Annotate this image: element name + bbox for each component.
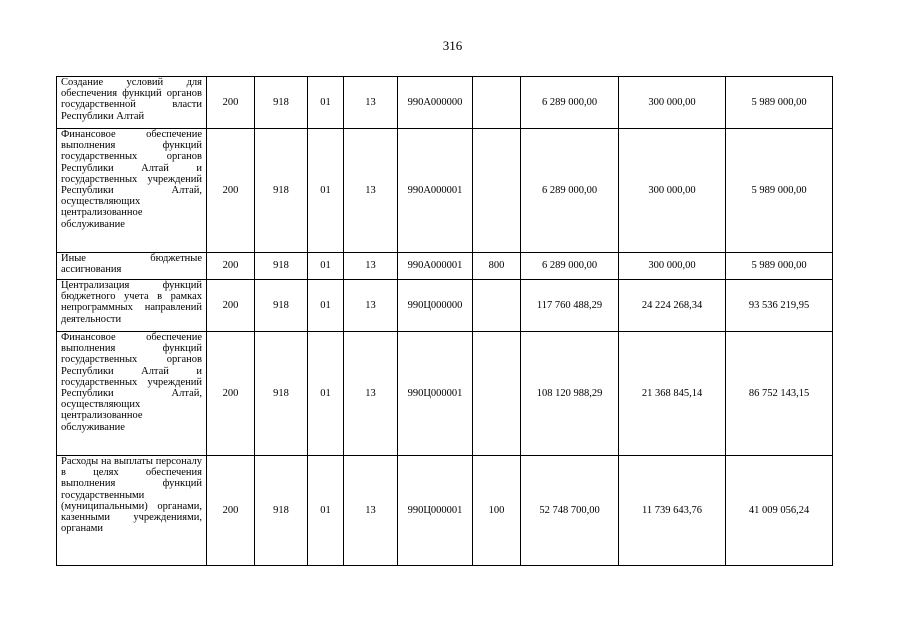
description-cell: Создание условий для обеспечения функций органов государственной власти Республики Алтай bbox=[57, 77, 207, 129]
expense-type-cell bbox=[473, 280, 521, 332]
section-cell: 01 bbox=[308, 253, 344, 280]
amount-3-cell: 41 009 056,24 bbox=[726, 456, 833, 566]
admin-code-cell: 200 bbox=[207, 280, 255, 332]
description-cell: Расходы на выплаты персоналу в целях обеспечения выполнения функций государственными (муниципальными) органами, казенными учреждениями, органами bbox=[57, 456, 207, 566]
amount-3-cell: 86 752 143,15 bbox=[726, 332, 833, 456]
amount-3-cell: 5 989 000,00 bbox=[726, 129, 833, 253]
subsection-cell: 13 bbox=[344, 456, 398, 566]
section-cell: 01 bbox=[308, 332, 344, 456]
expense-type-cell bbox=[473, 129, 521, 253]
ministry-code-cell: 918 bbox=[255, 280, 308, 332]
page-number: 316 bbox=[442, 38, 463, 53]
expense-type-cell: 800 bbox=[473, 253, 521, 280]
amount-2-cell: 300 000,00 bbox=[619, 129, 726, 253]
subsection-cell: 13 bbox=[344, 253, 398, 280]
expense-type-cell bbox=[473, 332, 521, 456]
ministry-code-cell: 918 bbox=[255, 77, 308, 129]
amount-2-cell: 300 000,00 bbox=[619, 77, 726, 129]
total-cell: 6 289 000,00 bbox=[521, 129, 619, 253]
section-cell: 01 bbox=[308, 77, 344, 129]
expense-type-cell: 100 bbox=[473, 456, 521, 566]
ministry-code-cell: 918 bbox=[255, 332, 308, 456]
description-cell: Иные бюджетные ассигнования bbox=[57, 253, 207, 280]
table-row bbox=[57, 129, 833, 253]
ministry-code-cell: 918 bbox=[255, 253, 308, 280]
admin-code-cell: 200 bbox=[207, 253, 255, 280]
target-article-cell: 990Ц000001 bbox=[398, 332, 473, 456]
total-cell: 6 289 000,00 bbox=[521, 253, 619, 280]
table-row bbox=[57, 77, 833, 129]
table-row bbox=[57, 332, 833, 456]
amount-3-cell: 93 536 219,95 bbox=[726, 280, 833, 332]
total-cell: 6 289 000,00 bbox=[521, 77, 619, 129]
section-cell: 01 bbox=[308, 280, 344, 332]
amount-2-cell: 24 224 268,34 bbox=[619, 280, 726, 332]
admin-code-cell: 200 bbox=[207, 456, 255, 566]
target-article-cell: 990Ц000001 bbox=[398, 456, 473, 566]
admin-code-cell: 200 bbox=[207, 77, 255, 129]
amount-3-cell: 5 989 000,00 bbox=[726, 77, 833, 129]
target-article-cell: 990А000000 bbox=[398, 77, 473, 129]
ministry-code-cell: 918 bbox=[255, 129, 308, 253]
section-cell: 01 bbox=[308, 456, 344, 566]
total-cell: 117 760 488,29 bbox=[521, 280, 619, 332]
amount-2-cell: 300 000,00 bbox=[619, 253, 726, 280]
admin-code-cell: 200 bbox=[207, 332, 255, 456]
target-article-cell: 990Ц000000 bbox=[398, 280, 473, 332]
expense-type-cell bbox=[473, 77, 521, 129]
target-article-cell: 990А000001 bbox=[398, 253, 473, 280]
description-cell: Финансовое обеспечение выполнения функций государственных органов Республики Алтай и государственных учреждений Республики Алтай, осуществляющих централизованное обслуживание bbox=[57, 129, 207, 253]
target-article-cell: 990А000001 bbox=[398, 129, 473, 253]
amount-2-cell: 21 368 845,14 bbox=[619, 332, 726, 456]
subsection-cell: 13 bbox=[344, 129, 398, 253]
total-cell: 108 120 988,29 bbox=[521, 332, 619, 456]
subsection-cell: 13 bbox=[344, 77, 398, 129]
total-cell: 52 748 700,00 bbox=[521, 456, 619, 566]
amount-3-cell: 5 989 000,00 bbox=[726, 253, 833, 280]
ministry-code-cell: 918 bbox=[255, 456, 308, 566]
amount-2-cell: 11 739 643,76 bbox=[619, 456, 726, 566]
subsection-cell: 13 bbox=[344, 332, 398, 456]
subsection-cell: 13 bbox=[344, 280, 398, 332]
table-row bbox=[57, 280, 833, 332]
description-cell: Финансовое обеспечение выполнения функций государственных органов Республики Алтай и государственных учреждений Республики Алтай, осуществляющих централизованное обслуживание bbox=[57, 332, 207, 456]
admin-code-cell: 200 bbox=[207, 129, 255, 253]
budget-table bbox=[56, 76, 833, 566]
section-cell: 01 bbox=[308, 129, 344, 253]
table-row bbox=[57, 253, 833, 280]
table-row bbox=[57, 456, 833, 566]
description-cell: Централизация функций бюджетного учета в рамках непрограммных направлений деятельности bbox=[57, 280, 207, 332]
